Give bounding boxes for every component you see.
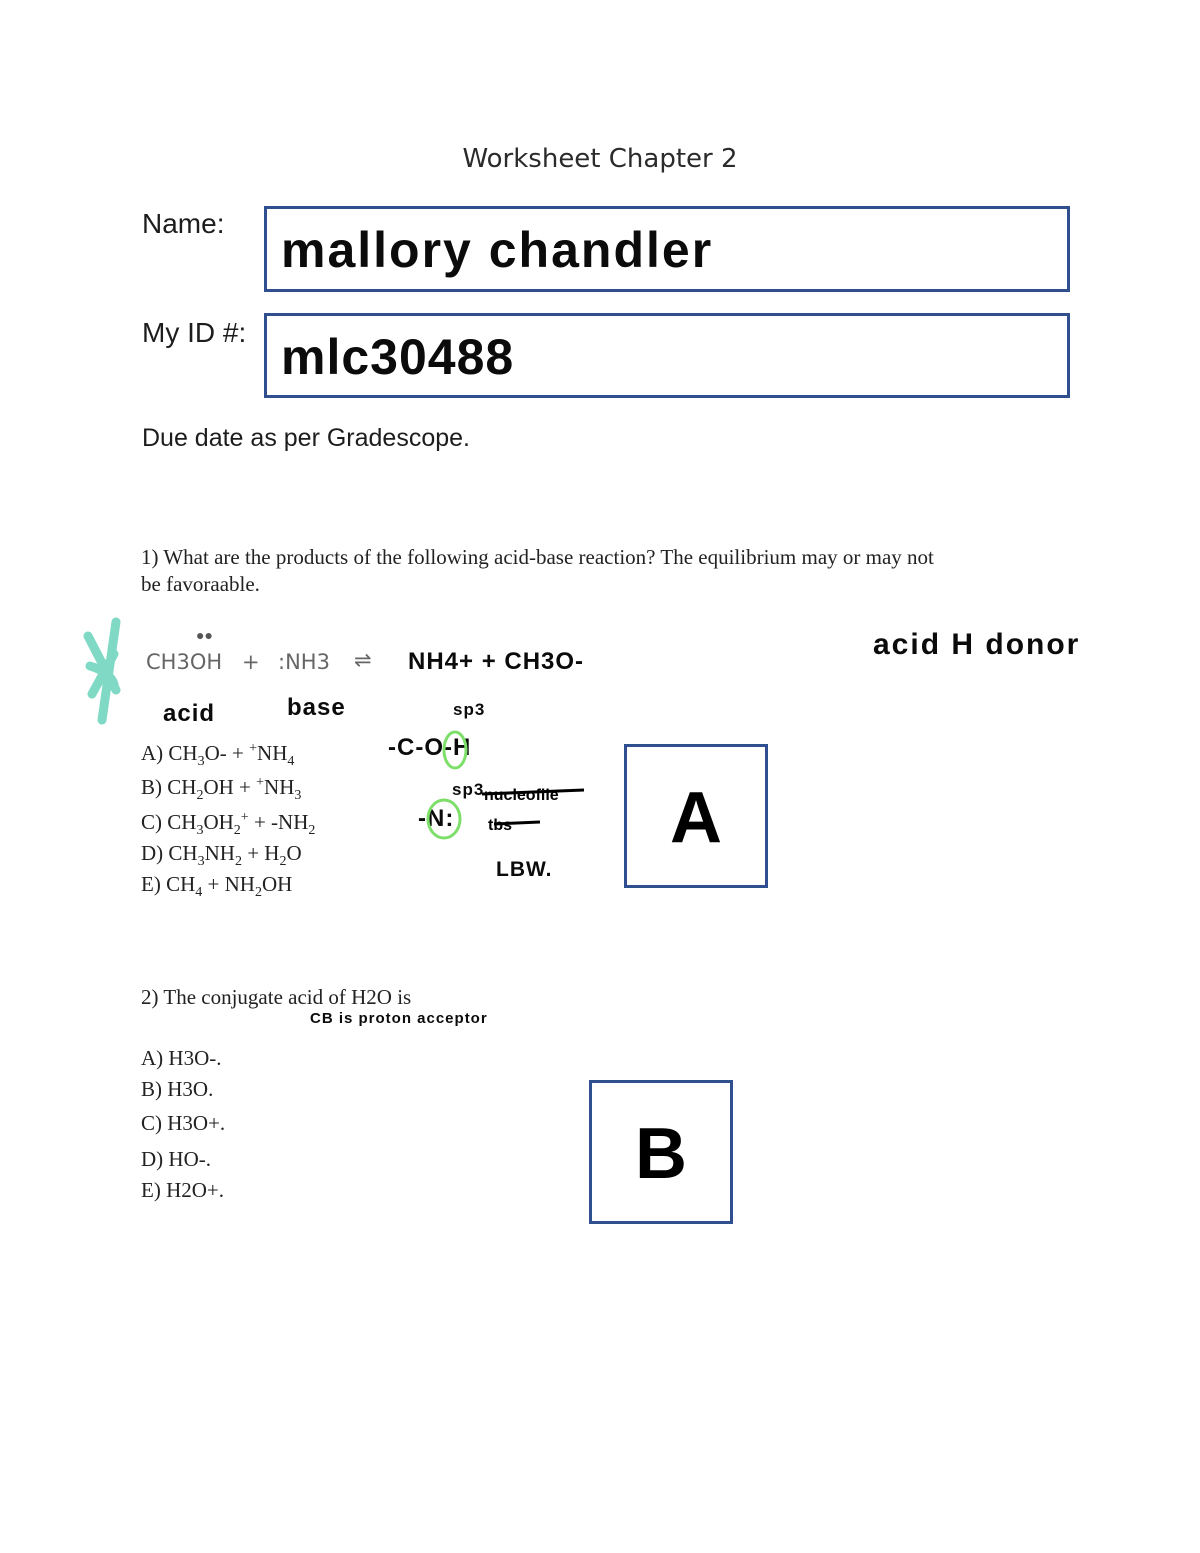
- question-1-option-a[interactable]: A) $CH_3O- + ^+NH_4$: [141, 741, 295, 770]
- question-1-option-b[interactable]: B) $CH_2OH + ^+NH_3$: [141, 775, 302, 804]
- question-1-prompt-line1: 1) What are the products of the following acid-base reaction? The equilibrium may or may not: [141, 545, 934, 569]
- question-2-answer-box[interactable]: [589, 1080, 733, 1224]
- equation-reactant-2: :NH3: [278, 650, 330, 674]
- question-2-prompt: 2) The conjugate acid of H2O is: [141, 985, 412, 1009]
- note-oxygen-structure: -C-O-H: [388, 734, 472, 761]
- equilibrium-arrow: ⇌: [354, 648, 372, 672]
- question-2-option-e[interactable]: E) H2O+.: [141, 1178, 224, 1202]
- note-acid-h-donor: acid H donor: [873, 628, 1081, 661]
- svg-text:nucleofile: nucleofile: [484, 787, 559, 804]
- question-1-option-c[interactable]: C) $CH_3OH_2^+ + -NH_2$: [141, 810, 316, 839]
- note-products: NH4+ + CH3O-: [408, 648, 585, 675]
- question-2-note: CB is proton acceptor: [310, 1010, 488, 1027]
- crossed-out-scribble: [476, 782, 592, 832]
- question-2-option-d[interactable]: D) HO-.: [141, 1147, 211, 1171]
- equation-plus: +: [242, 650, 260, 674]
- note-nitrogen-structure: -N:: [418, 805, 455, 832]
- question-1-prompt: [141, 544, 1061, 598]
- note-acid: acid: [163, 700, 216, 727]
- note-sp3-n: sp3: [452, 780, 485, 799]
- id-label: My ID #:: [142, 317, 247, 348]
- question-1-prompt-line2: be favoraable.: [141, 572, 260, 596]
- question-1-option-d[interactable]: D) $CH_3NH_2 + H_2O$: [141, 841, 302, 870]
- id-field[interactable]: [264, 313, 1070, 398]
- equation-reactant-1: CH3OH: [146, 650, 223, 674]
- highlight-circle-o: [440, 728, 470, 772]
- question-1-option-e[interactable]: E) $CH_4 + NH_2OH$: [141, 872, 293, 901]
- question-2-option-a[interactable]: A) H3O-.: [141, 1046, 222, 1070]
- note-lbw: LBW.: [496, 858, 553, 881]
- name-value: mallory chandler: [281, 222, 714, 278]
- due-date-text: Due date as per Gradescope.: [142, 424, 470, 452]
- id-value: mlc30488: [281, 329, 515, 385]
- page-title: Worksheet Chapter 2: [462, 144, 738, 174]
- svg-text:tbs: tbs: [488, 817, 512, 832]
- highlight-circle-n: [424, 797, 464, 841]
- question-1-answer: A: [670, 778, 722, 858]
- question-2-answer: B: [635, 1114, 687, 1194]
- question-1-answer-box[interactable]: [624, 744, 768, 888]
- note-sp3-o: sp3: [453, 700, 486, 719]
- question-2-option-c[interactable]: C) H3O+.: [141, 1111, 226, 1135]
- name-field[interactable]: [264, 206, 1070, 292]
- name-label: Name:: [142, 208, 225, 239]
- note-base: base: [287, 694, 346, 721]
- lone-pair-dots-o: ●●: [196, 629, 213, 644]
- checkmark-icon: [80, 614, 128, 726]
- question-2-option-b[interactable]: B) H3O.: [141, 1077, 214, 1101]
